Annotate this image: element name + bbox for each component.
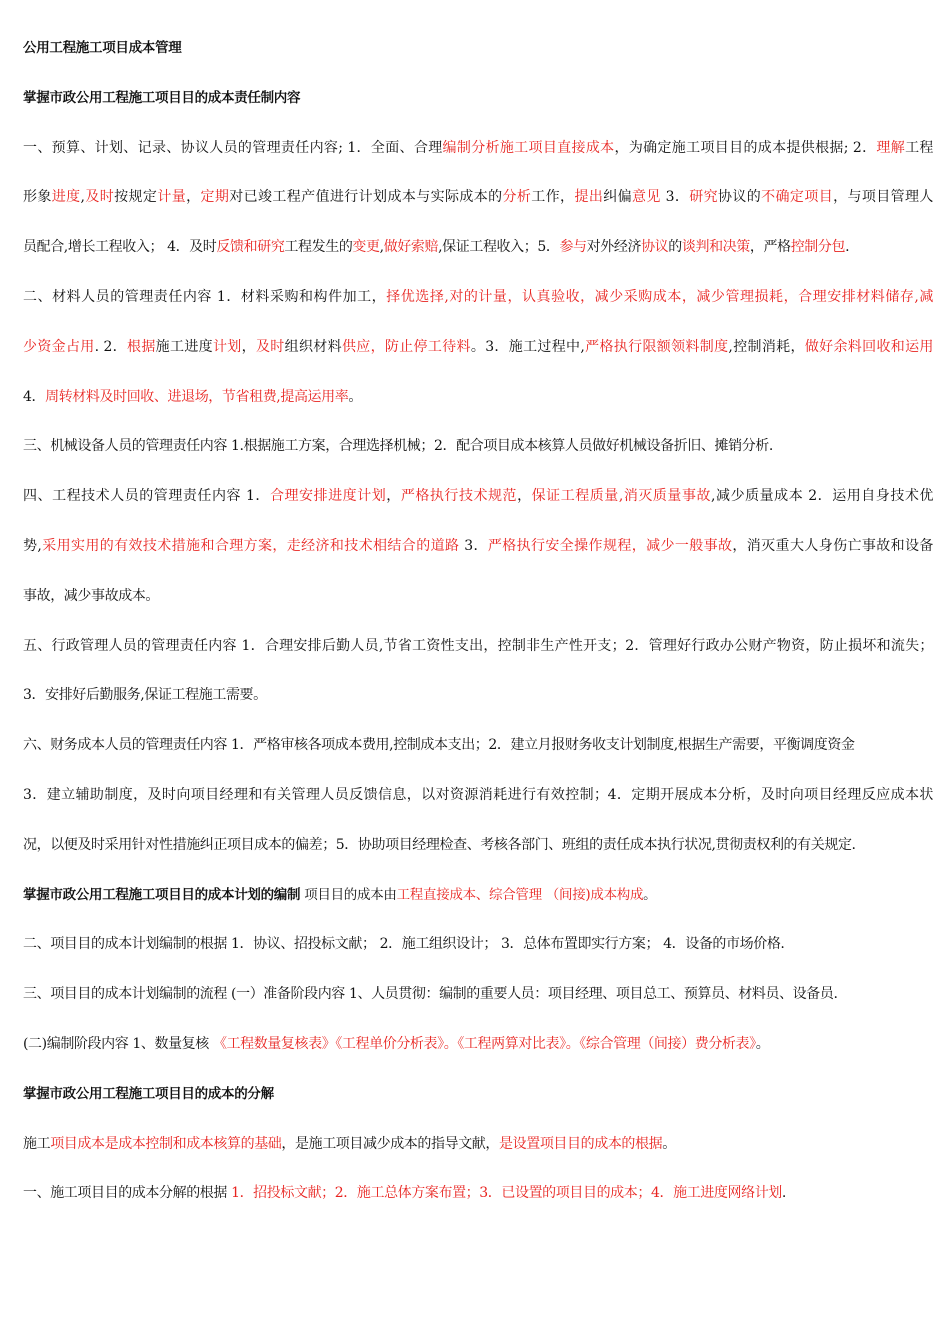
text-segment: ，与项目管理人 — [833, 189, 933, 206]
highlighted-text: 严格执行限额领料制度 — [584, 338, 729, 355]
text-segment: 纠偏 — [603, 189, 632, 206]
text-segment: 员配合,增长工程收入； 4．及时 — [23, 239, 217, 256]
paragraph-line — [23, 285, 933, 309]
highlighted-text: 分析 — [502, 189, 532, 206]
section-heading — [23, 883, 933, 907]
highlighted-text: 意见 — [631, 189, 661, 206]
paragraph-line — [23, 534, 933, 558]
highlighted-text: 做好索赔 — [383, 239, 439, 256]
text-segment: 公用工程施工项目成本管理 — [23, 40, 182, 56]
highlighted-text: 控制分包 — [790, 239, 846, 256]
highlighted-text: 定期 — [200, 189, 230, 206]
text-segment: 况，以便及时采用针对性措施纠正项目成本的偏差；5．协助项目经理检查、考核各部门、班组的责任成本执行状况,贯彻责权利的有关规定. — [23, 836, 856, 853]
paragraph-line — [23, 982, 933, 1006]
text-segment: 组织材料 — [284, 338, 342, 355]
highlighted-text: 《工程数量复核表》《工程单价分析表》。《工程两算对比表》。《综合管理（间接）费分析表》 — [212, 1035, 756, 1052]
text-segment: 。 — [662, 1135, 676, 1152]
text-segment: . — [781, 1185, 786, 1202]
highlighted-text: 进度 — [51, 189, 81, 206]
highlighted-text: 周转材料及时回收、进退场，节省租费,提高运用率 — [45, 388, 349, 405]
text-segment: . — [845, 239, 850, 256]
highlighted-text: 提出 — [574, 189, 604, 206]
paragraph-line — [23, 335, 933, 359]
paragraph-line — [23, 932, 933, 956]
text-segment: ，严格 — [749, 239, 791, 256]
text-segment: 。3．施工过程中, — [470, 338, 585, 355]
text-segment: ， — [186, 189, 201, 206]
highlighted-text: 择优选择,对的计量，认真验收，减少采购成本，减少管理损耗，合理安排材料储存,减 — [386, 288, 933, 305]
text-segment: 掌握市政公用工程施工项目目的成本的分解 — [23, 1085, 274, 1102]
text-segment: 3． — [660, 189, 690, 206]
text-segment: . 2． — [94, 338, 128, 355]
paragraph-line — [23, 1032, 933, 1056]
paragraph-line — [23, 833, 933, 857]
paragraph-line — [23, 434, 933, 458]
text-segment: 工程发生的 — [284, 239, 353, 256]
text-segment: 三、机械设备人员的管理责任内容 1.根据施工方案，合理选择机械；2．配合项目成本核算人员做好机械设备折旧、摊销分析. — [23, 438, 773, 455]
text-segment: 工程 — [905, 139, 933, 156]
text-segment: 二、材料人员的管理责任内容 1．材料采购和构件加工， — [23, 288, 387, 305]
paragraph-line — [23, 584, 933, 608]
text-segment: 按规定 — [114, 189, 158, 206]
text-segment: 事故，减少事故成本。 — [23, 587, 159, 604]
highlighted-text: 合理安排进度计划 — [269, 488, 387, 505]
highlighted-text: 编制分析施工项目直接成本 — [442, 139, 615, 156]
highlighted-text: 不确定项目 — [761, 189, 834, 206]
text-segment: 一、预算、计划、记录、协议人员的管理责任内容; 1．全面、合理 — [23, 139, 443, 156]
highlighted-text: 谈判和决策 — [681, 239, 750, 256]
text-segment: ,控制消耗， — [728, 338, 805, 355]
text-segment: 。 — [755, 1035, 770, 1052]
highlighted-text: 供应，防止停工待料 — [341, 338, 471, 355]
paragraph-line — [23, 484, 933, 508]
text-segment: 4． — [23, 388, 46, 405]
highlighted-text: 严格执行技术规范 — [400, 488, 518, 505]
text-segment: ， — [517, 488, 532, 505]
highlighted-text: 采用实用的有效技术措施和合理方案，走经济和技术相结合的道路 — [41, 537, 460, 554]
document-body — [23, 36, 933, 1205]
text-segment: 3．建立辅助制度，及时向项目经理和有关管理人员反馈信息，以对资源消耗进行有效控制；4．定期开展成本分析，及时向项目经理反应成本状 — [23, 786, 933, 803]
paragraph-line — [23, 136, 933, 160]
text-segment: ，消灭重大人身伤亡事故和设备 — [732, 537, 933, 554]
highlighted-text: 参与 — [559, 239, 587, 256]
paragraph-line — [23, 185, 933, 209]
paragraph-line — [23, 1132, 933, 1156]
text-segment: ， — [241, 338, 256, 355]
text-segment: 五、行政管理人员的管理责任内容 1．合理安排后勤人员,节省工资性支出，控制非生产性开支；2．管理好行政办公财产物资，防止损坏和流失； — [23, 637, 933, 654]
text-segment: 四、工程技术人员的管理责任内容 1． — [23, 488, 270, 505]
text-segment: 二、项目目的成本计划编制的根据 1．协议、招投标文献； 2．施工组织设计； 3．总体布置即实行方案； 4．设备的市场价格. — [23, 936, 785, 953]
text-segment: ，为确定施工项目目的成本提供根据; 2． — [614, 139, 877, 156]
paragraph-line — [23, 634, 933, 658]
text-segment: , — [80, 189, 85, 206]
text-segment: 施工 — [23, 1135, 51, 1152]
paragraph-line — [23, 733, 933, 757]
text-segment: ， — [386, 488, 401, 505]
section-heading — [23, 1082, 933, 1106]
paragraph-line — [23, 683, 933, 707]
highlighted-text: 保证工程质量,消灭质量事故 — [531, 488, 712, 505]
text-segment: 六、财务成本人员的管理责任内容 1．严格审核各项成本费用,控制成本支出；2．建立月报财务收支计划制度,根据生产需要，平衡调度资金 — [23, 737, 855, 754]
paragraph-line — [23, 235, 933, 259]
text-segment: 。 — [348, 388, 362, 405]
text-segment: (二)编制阶段内容 1、数量复核 — [23, 1035, 213, 1052]
text-segment: , — [379, 239, 384, 256]
section-heading — [23, 36, 933, 60]
text-segment: 工作， — [531, 189, 575, 206]
highlighted-text: 1．招投标文献；2．施工总体方案布置；3．已设置的项目目的成本；4．施工进度网络计划 — [231, 1185, 782, 1202]
highlighted-text: 反馈和研究 — [216, 239, 285, 256]
text-segment: 掌握市政公用工程施工项目目的成本责任制内容 — [23, 89, 301, 106]
text-segment: 形象 — [23, 189, 52, 206]
highlighted-text: 计量 — [157, 189, 187, 206]
document-page — [23, 36, 933, 1231]
paragraph-line — [23, 783, 933, 807]
paragraph-line — [23, 1181, 933, 1205]
text-segment: 一、施工项目目的成本分解的根据 — [23, 1185, 232, 1202]
text-segment: 施工进度 — [155, 338, 213, 355]
highlighted-text: 工程直接成本、综合管理 （间接)成本构成 — [396, 886, 644, 903]
text-segment: ,保证工程收入；5． — [438, 239, 560, 256]
text-segment: 3．安排好后勤服务,保证工程施工需要。 — [23, 687, 267, 704]
highlighted-text: 变更 — [352, 239, 380, 256]
section-heading — [23, 86, 933, 110]
highlighted-text: 及时 — [255, 338, 285, 355]
highlighted-text: 计划 — [212, 338, 242, 355]
highlighted-text: 协议 — [641, 239, 669, 256]
text-segment: 协议的 — [718, 189, 762, 206]
highlighted-text: 研究 — [689, 189, 719, 206]
highlighted-text: 根据 — [127, 338, 156, 355]
highlighted-text: 是设置项目目的成本的根据 — [499, 1135, 663, 1152]
highlighted-text: 严格执行安全操作规程，减少一般事故 — [487, 537, 733, 554]
text-segment: 三、项目目的成本计划编制的流程 (一）准备阶段内容 1、人员贯彻：编制的重要人员：项目经理、项目总工、预算员、材料员、设备员. — [23, 986, 838, 1003]
paragraph-line — [23, 385, 933, 409]
text-segment: 的 — [668, 239, 682, 256]
text-segment: ，是施工项目减少成本的指导文献， — [281, 1135, 500, 1152]
text-segment: 掌握市政公用工程施工项目目的成本计划的编制 — [23, 886, 301, 903]
text-segment: 项目目的成本由 — [300, 886, 397, 903]
highlighted-text: 及时 — [84, 189, 115, 206]
text-segment: 对外经济 — [586, 239, 642, 256]
text-segment: 3． — [459, 537, 488, 554]
text-segment: 对已竣工程产值进行计划成本与实际成本的 — [229, 189, 503, 206]
text-segment: 势, — [23, 537, 42, 554]
text-segment: ,减少质量成本 2．运用自身技术优 — [711, 488, 933, 505]
highlighted-text: 项目成本是成本控制和成本核算的基础 — [50, 1135, 282, 1152]
highlighted-text: 少资金占用 — [23, 338, 95, 355]
highlighted-text: 理解 — [876, 139, 906, 156]
text-segment: 。 — [643, 886, 657, 903]
highlighted-text: 做好余料回收和运用 — [804, 338, 933, 355]
